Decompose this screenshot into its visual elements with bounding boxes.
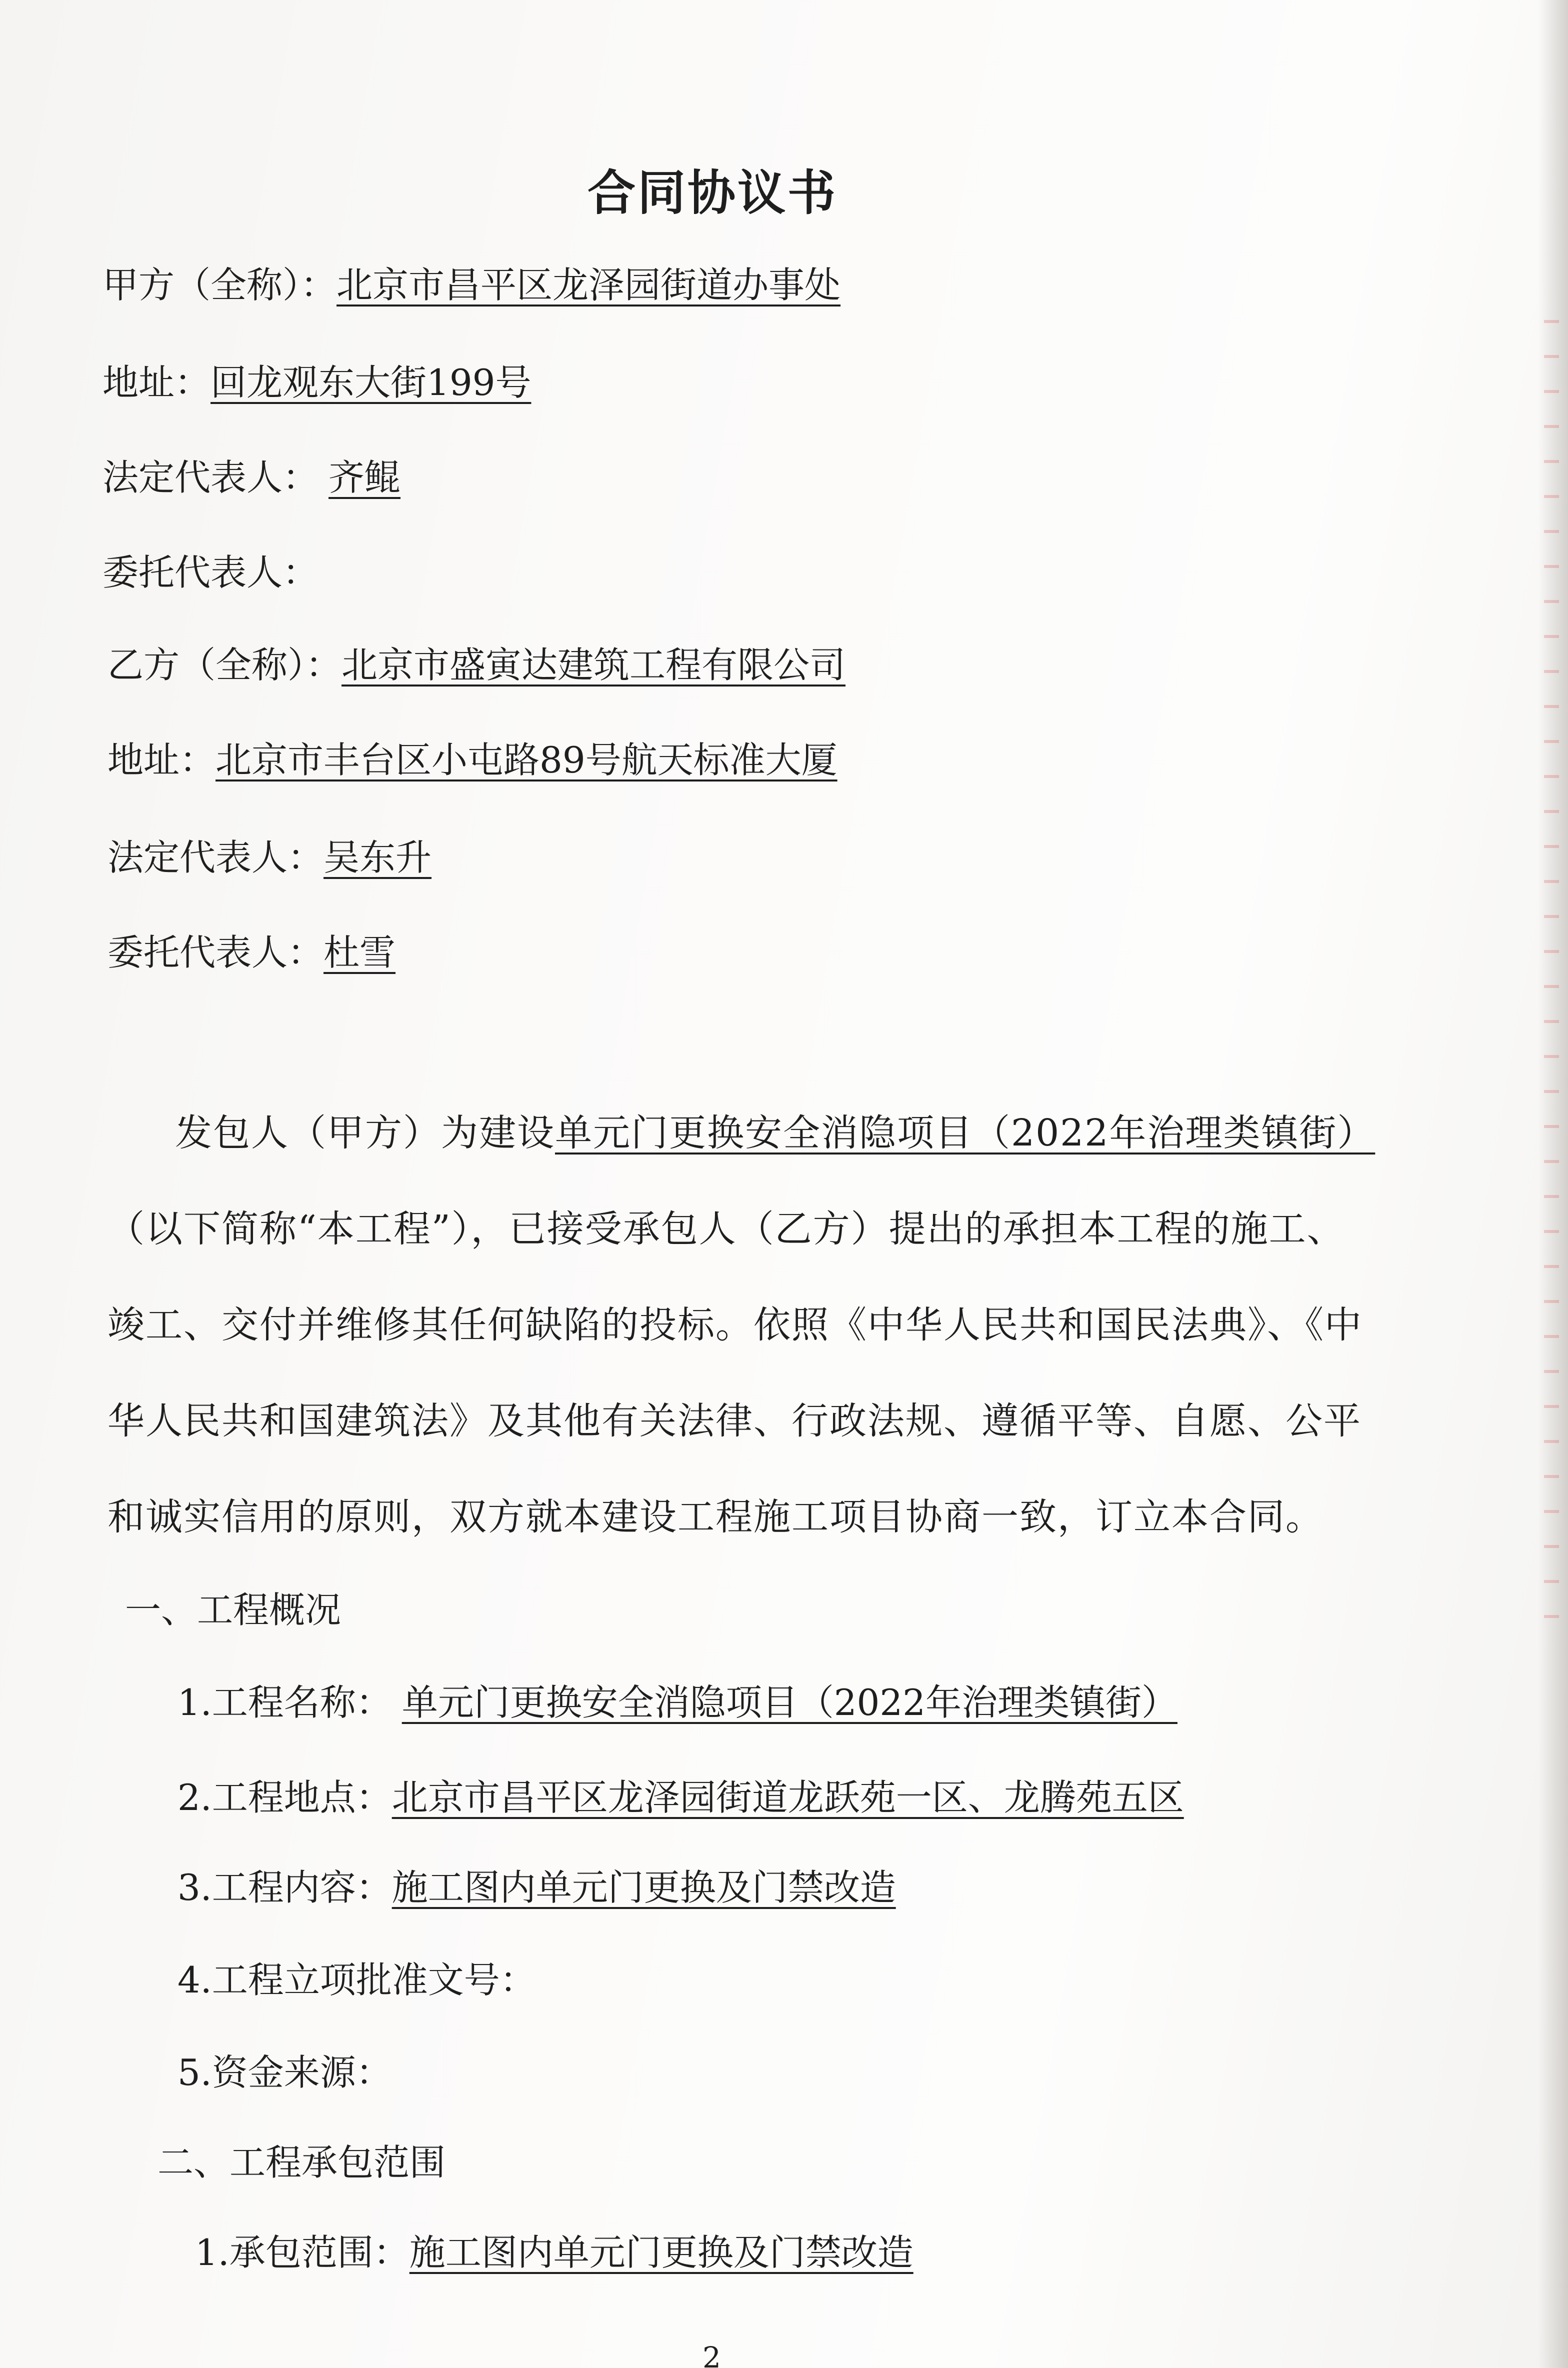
party-b-address: 北京市丰台区小屯路89号航天标准大厦 (216, 739, 838, 781)
section1-item-1-value: 单元门更换安全消隐项目（2022年治理类镇街） (402, 1682, 1178, 1724)
party-b-address-label: 地址： (108, 739, 216, 781)
party-a-name-line (102, 260, 840, 310)
section1-heading: 一、工程概况 (125, 1589, 342, 1631)
preamble-paragraph (108, 1085, 1382, 1565)
party-b-agent: 杜雪 (324, 932, 396, 974)
preamble-part2: （以下简称“本工程”），已接受承包人（乙方）提出的承担本工程的施工、竣工、交付并维修其任何缺陷的投标。依照《中华人民共和国民法典》、《中华人民共和国建筑法》及其他有关法律、行政法规、遵循平等、自愿、公平和诚实信用的原则，双方就本建设工程施工项目协商一致，订立本合同。 (108, 1208, 1362, 1538)
party-a-agent-line (102, 548, 318, 598)
preamble-first-line (108, 1085, 1382, 1181)
party-b-name-label: 乙方（全称）： (108, 644, 342, 686)
section1-item-1-label: 1.工程名称： (178, 1682, 392, 1724)
section2-item-1-value: 施工图内单元门更换及门禁改造 (409, 2232, 914, 2274)
party-a-legal-rep: 齐鲲 (328, 456, 401, 498)
section2-item-1-label: 1.承包范围： (195, 2232, 410, 2274)
preamble-project-name: 单元门更换安全消隐项目（2022年治理类镇街） (555, 1112, 1376, 1154)
party-b-name: 北京市盛寅达建筑工程有限公司 (342, 644, 846, 686)
section2-heading: 二、工程承包范围 (158, 2142, 446, 2184)
document-title: 合同协议书 (588, 165, 838, 221)
section1-item-4-label: 4.工程立项批准文号： (178, 1959, 536, 2001)
party-b-address-line (108, 735, 838, 785)
bleed-through-marks (1544, 320, 1559, 1620)
section1-item-2-label: 2.工程地点： (178, 1776, 392, 1818)
section2-item-1 (195, 2228, 914, 2278)
party-b-legal-rep-label: 法定代表人： (108, 836, 324, 878)
party-b-name-line (108, 640, 846, 690)
section1-item-5-label: 5.资金来源： (178, 2052, 392, 2094)
section1-item-3-value: 施工图内单元门更换及门禁改造 (392, 1866, 896, 1908)
preamble-part1: 发包人（甲方）为建设 (175, 1112, 555, 1154)
party-a-legal-rep-label: 法定代表人： (102, 456, 319, 498)
section1-item-2 (178, 1772, 1184, 1822)
section1-item-3 (178, 1862, 896, 1912)
party-a-address-label: 地址： (102, 362, 211, 404)
party-a-name: 北京市昌平区龙泽园街道办事处 (336, 264, 841, 306)
party-a-address-line (102, 358, 531, 408)
party-b-legal-rep-line (108, 832, 432, 882)
section1-item-2-value: 北京市昌平区龙泽园街道龙跃苑一区、龙腾苑五区 (392, 1776, 1184, 1818)
party-a-agent-label: 委托代表人： (102, 552, 319, 594)
section1-item-3-label: 3.工程内容： (178, 1866, 392, 1908)
party-a-legal-rep-line (102, 452, 400, 502)
party-b-agent-label: 委托代表人： (108, 932, 324, 974)
page-number: 2 (702, 2340, 721, 2368)
party-a-address: 回龙观东大街199号 (210, 362, 532, 404)
section1-item-5 (178, 2048, 392, 2098)
section1-item-4 (178, 1955, 536, 2005)
section1-item-1 (178, 1678, 1178, 1728)
party-b-agent-line (108, 928, 396, 978)
party-b-legal-rep: 吴东升 (324, 836, 432, 878)
party-a-name-label: 甲方（全称）： (102, 264, 337, 306)
